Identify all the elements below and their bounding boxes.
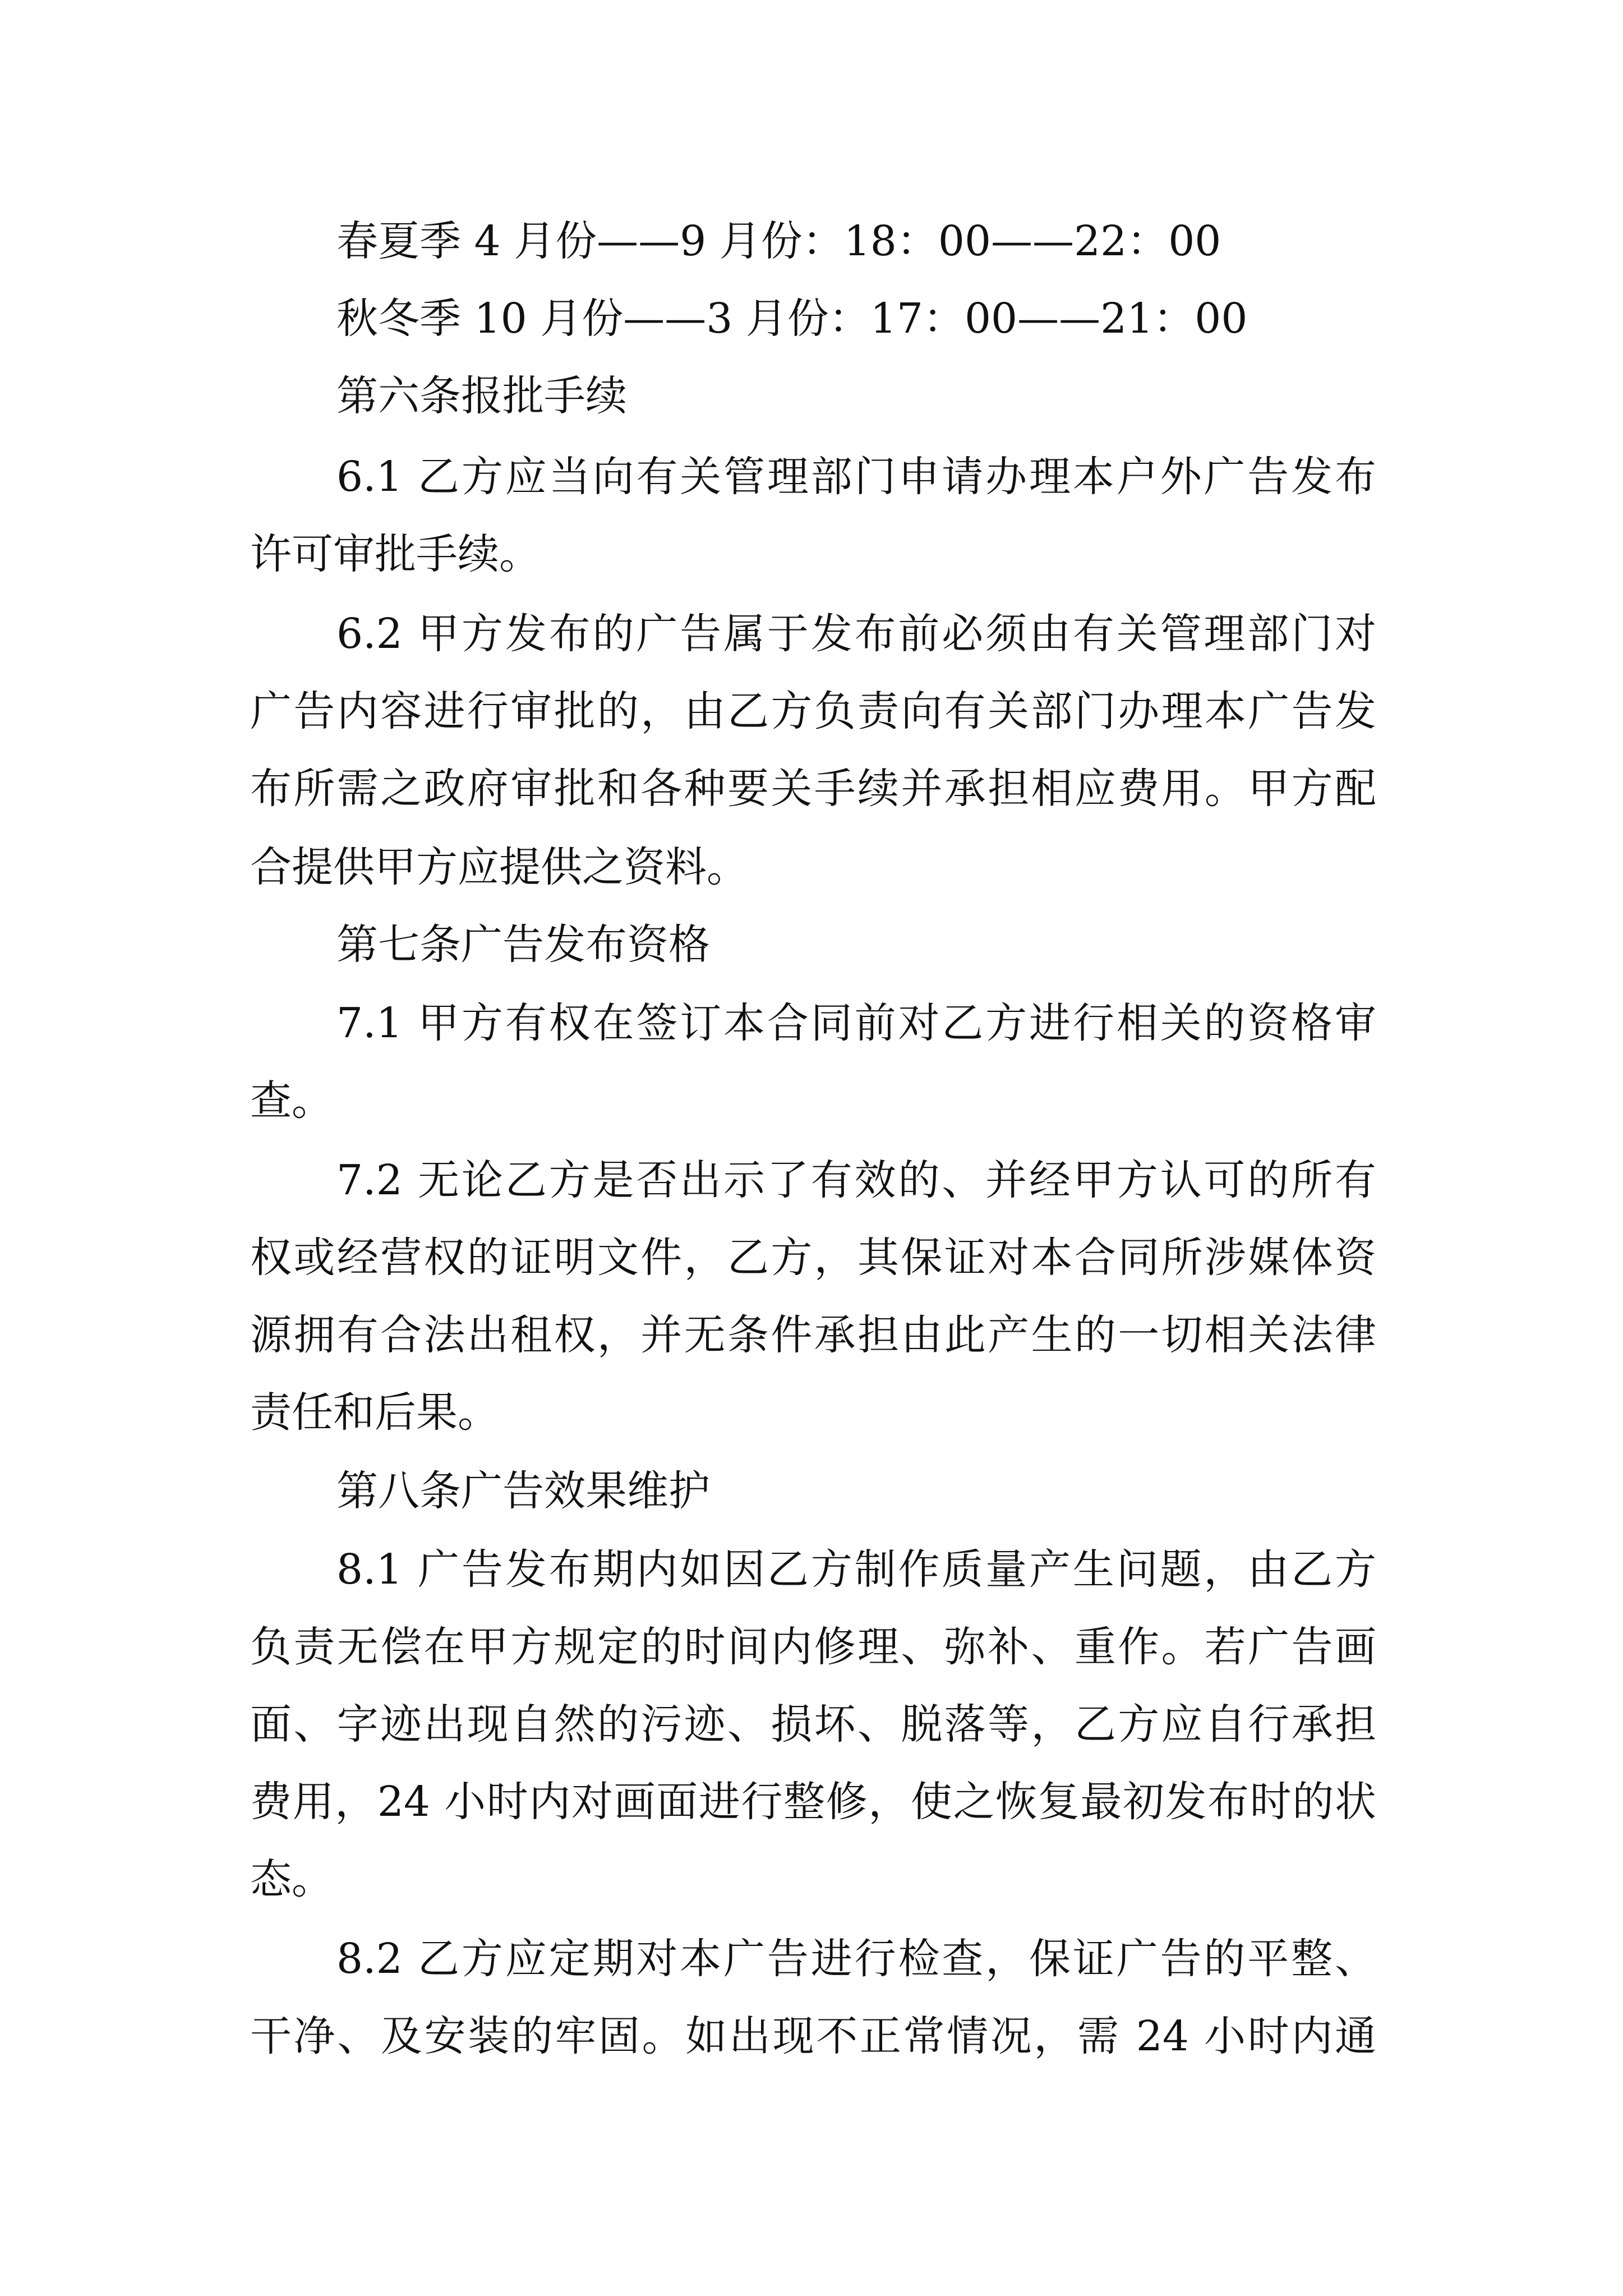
paragraph-line: 费用，24 小时内对画面进行整修，使之恢复最初发布时的状 [250, 1778, 1376, 1826]
paragraph-line: 负责无偿在甲方规定的时间内修理、弥补、重作。若广告画 [250, 1623, 1376, 1671]
paragraph-line: 权或经营权的证明文件，乙方，其保证对本合同所涉媒体资 [250, 1234, 1376, 1282]
section-heading-article-6: 第六条报批手续 [336, 372, 627, 420]
paragraph-line: 干净、及安装的牢固。如出现不正常情况，需 24 小时内通 [250, 2012, 1376, 2060]
paragraph-line: 态。 [250, 1855, 333, 1903]
paragraph-line: 6.1 乙方应当向有关管理部门申请办理本户外广告发布 [336, 453, 1376, 501]
paragraph-line: 8.1 广告发布期内如因乙方制作质量产生问题，由乙方 [336, 1545, 1376, 1594]
paragraph-line: 合提供甲方应提供之资料。 [250, 843, 748, 891]
paragraph-line: 7.1 甲方有权在签订本合同前对乙方进行相关的资格审 [336, 999, 1376, 1047]
paragraph-line: 查。 [250, 1076, 333, 1125]
paragraph-line: 布所需之政府审批和各种要关手续并承担相应费用。甲方配 [250, 765, 1376, 813]
paragraph-line: 面、字迹出现自然的污迹、损坏、脱落等，乙方应自行承担 [250, 1700, 1376, 1749]
schedule-spring-summer: 春夏季 4 月份——9 月份：18：00——22：00 [336, 217, 1221, 265]
paragraph-line: 7.2 无论乙方是否出示了有效的、并经甲方认可的所有 [336, 1156, 1376, 1204]
paragraph-line: 源拥有合法出租权，并无条件承担由此产生的一切相关法律 [250, 1311, 1376, 1359]
paragraph-line: 广告内容进行审批的，由乙方负责向有关部门办理本广告发 [250, 687, 1376, 735]
schedule-autumn-winter: 秋冬季 10 月份——3 月份：17：00——21：00 [336, 295, 1248, 343]
section-heading-article-8: 第八条广告效果维护 [336, 1467, 710, 1515]
paragraph-line: 责任和后果。 [250, 1388, 499, 1437]
paragraph-line: 6.2 甲方发布的广告属于发布前必须由有关管理部门对 [336, 610, 1376, 658]
paragraph-line: 8.2 乙方应定期对本广告进行检查，保证广告的平整、 [336, 1935, 1376, 1983]
paragraph-line: 许可审批手续。 [250, 530, 541, 578]
section-heading-article-7: 第七条广告发布资格 [336, 921, 710, 969]
